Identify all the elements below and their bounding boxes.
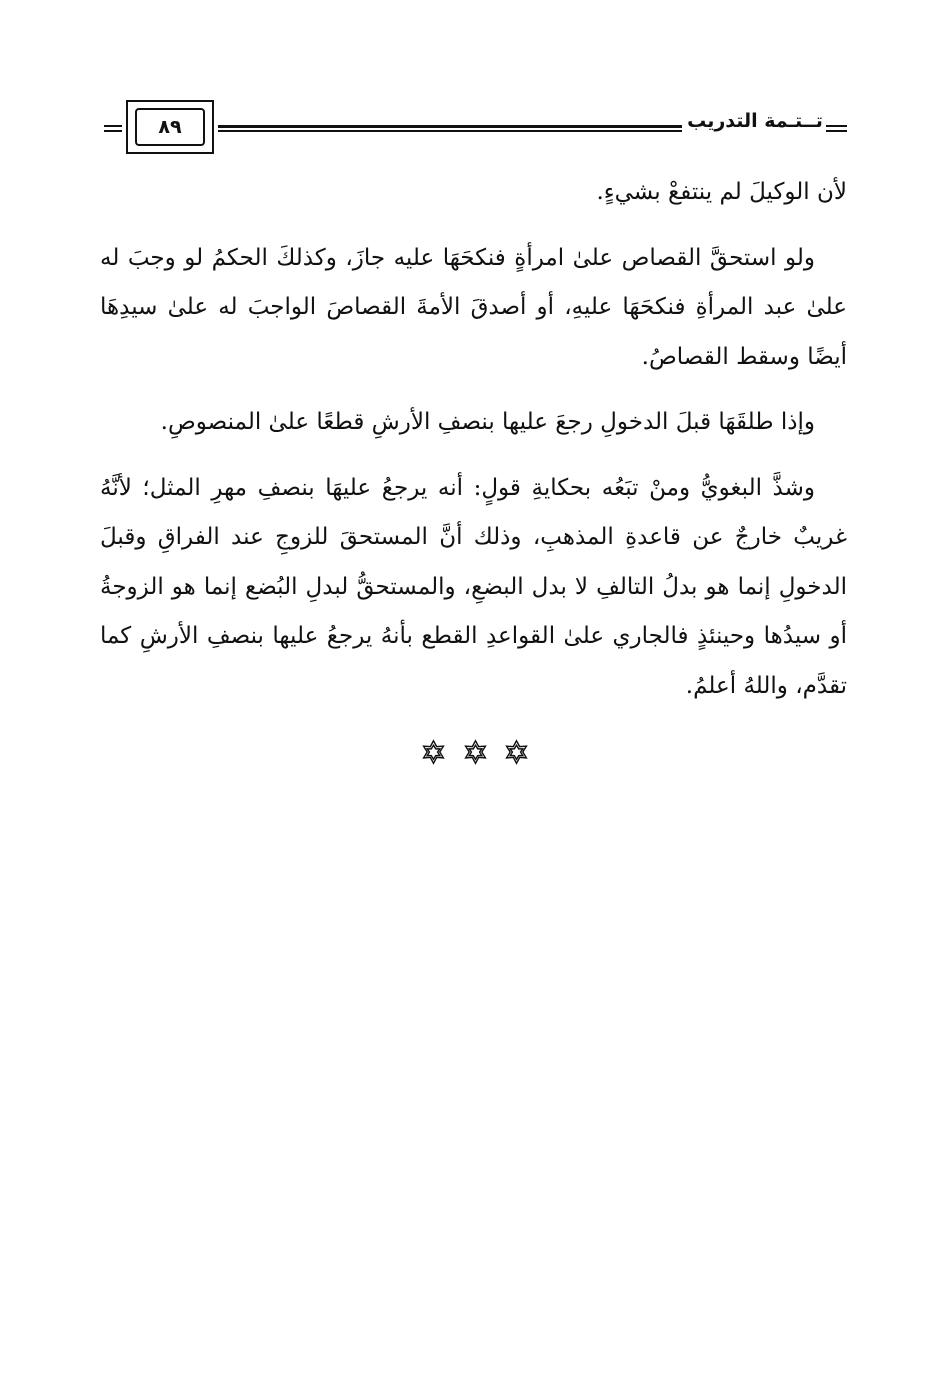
paragraph-1: لأن الوكيلَ لم ينتفعْ بشيءٍ. — [596, 179, 847, 205]
star-ornament-icon — [462, 739, 489, 766]
header-rule-right — [826, 125, 847, 135]
page-number: ٨٩ — [135, 108, 205, 146]
page-body — [100, 168, 847, 727]
paragraph-3: وإذا طلقَهَا قبلَ الدخولِ رجعَ عليها بنصفِ الأرشِ قطعًا علىٰ المنصوصِ. — [160, 409, 815, 435]
running-title: تــتـمة التدريب — [687, 110, 823, 132]
header-rule-middle — [218, 125, 682, 134]
header-rule-left — [104, 125, 122, 135]
star-ornament-icon — [420, 739, 447, 766]
page-header — [104, 100, 847, 158]
page-number-frame — [126, 100, 214, 154]
paragraph-4: وشذَّ البغويُّ ومنْ تبَعُه بحكايةِ قولٍ: أنه يرجعُ عليهَا بنصفِ مهرِ المثل؛ لأنَّهُ غريبٌ خارجٌ عن قاعدةِ المذهبِ، وذلك أنَّ المستحقَ للزوجِ عند الفراقِ وقبلَ الدخولِ إنما هو بدلُ التالفِ لا بدل البضعِ، والمستحقُّ لبدلِ البُضع إنما هو الزوجةُ أو سيدُها وحينئذٍ فالجاري علىٰ القواعدِ القطع بأنهُ يرجعُ عليها بنصفِ الأرشِ كما تقدَّم، واللهُ أعلمُ. — [100, 474, 847, 699]
section-end-ornaments — [420, 737, 530, 767]
star-ornament-icon — [503, 739, 530, 766]
paragraph-2: ولو استحقَّ القصاص علىٰ امرأةٍ فنكحَهَا عليه جازَ، وكذلكَ الحكمُ لو وجبَ له علىٰ عبد المرأةِ فنكحَهَا عليهِ، أو أصدقَ الأمةَ القصاصَ الواجبَ له علىٰ سيدِهَا أيضًا وسقط القصاصُ. — [100, 244, 847, 370]
